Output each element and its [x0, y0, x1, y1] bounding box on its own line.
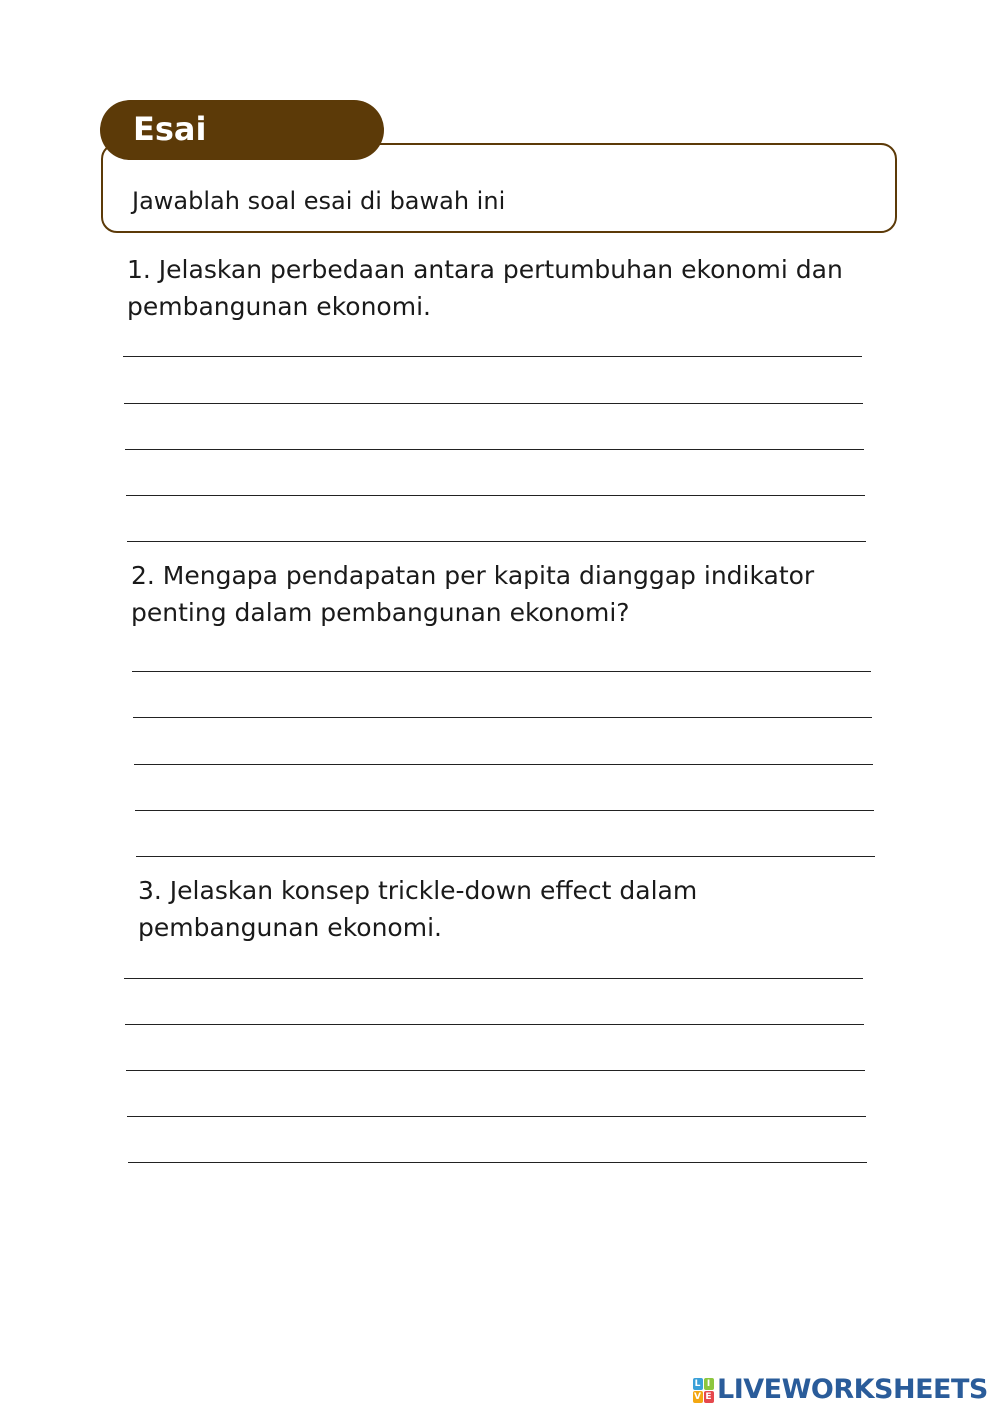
- question-2-line-2: penting dalam pembangunan ekonomi?: [131, 598, 630, 627]
- question-3-line-2: pembangunan ekonomi.: [138, 913, 442, 942]
- question-3-line-1: 3. Jelaskan konsep trickle-down effect dalam: [138, 876, 698, 905]
- answer-line[interactable]: [127, 541, 866, 542]
- answer-line[interactable]: [134, 764, 873, 765]
- section-title: Esai: [133, 110, 207, 148]
- logo-letter-l: L: [693, 1378, 703, 1390]
- question-1-line-1: 1. Jelaskan perbedaan antara pertumbuhan ekonomi dan: [127, 255, 843, 284]
- answer-line[interactable]: [125, 449, 864, 450]
- question-1: [127, 251, 887, 325]
- question-2: [131, 557, 891, 631]
- answer-line[interactable]: [128, 1162, 867, 1163]
- answer-line[interactable]: [123, 356, 862, 357]
- answer-line[interactable]: [126, 495, 865, 496]
- answer-line[interactable]: [125, 1024, 864, 1025]
- answer-line[interactable]: [132, 671, 871, 672]
- answer-line[interactable]: [126, 1070, 865, 1071]
- logo-letter-i: I: [704, 1378, 714, 1390]
- question-3: [138, 872, 898, 946]
- question-1-line-2: pembangunan ekonomi.: [127, 292, 431, 321]
- instruction-text: Jawablah soal esai di bawah ini: [132, 187, 506, 215]
- logo-letter-e: E: [705, 1391, 712, 1402]
- liveworksheets-logo-text: LIVEWORKSHEETS: [717, 1374, 988, 1405]
- answer-line[interactable]: [136, 856, 875, 857]
- question-2-line-1: 2. Mengapa pendapatan per kapita dianggap indikator: [131, 561, 815, 590]
- answer-line[interactable]: [127, 1116, 866, 1117]
- answer-line[interactable]: [135, 810, 874, 811]
- section-title-tab: [100, 100, 384, 160]
- answer-line[interactable]: [133, 717, 872, 718]
- logo-letter-v: V: [694, 1391, 701, 1402]
- liveworksheets-logo-icon: [692, 1377, 714, 1403]
- answer-line[interactable]: [124, 978, 863, 979]
- answer-line[interactable]: [124, 403, 863, 404]
- liveworksheets-logo[interactable]: [692, 1373, 988, 1407]
